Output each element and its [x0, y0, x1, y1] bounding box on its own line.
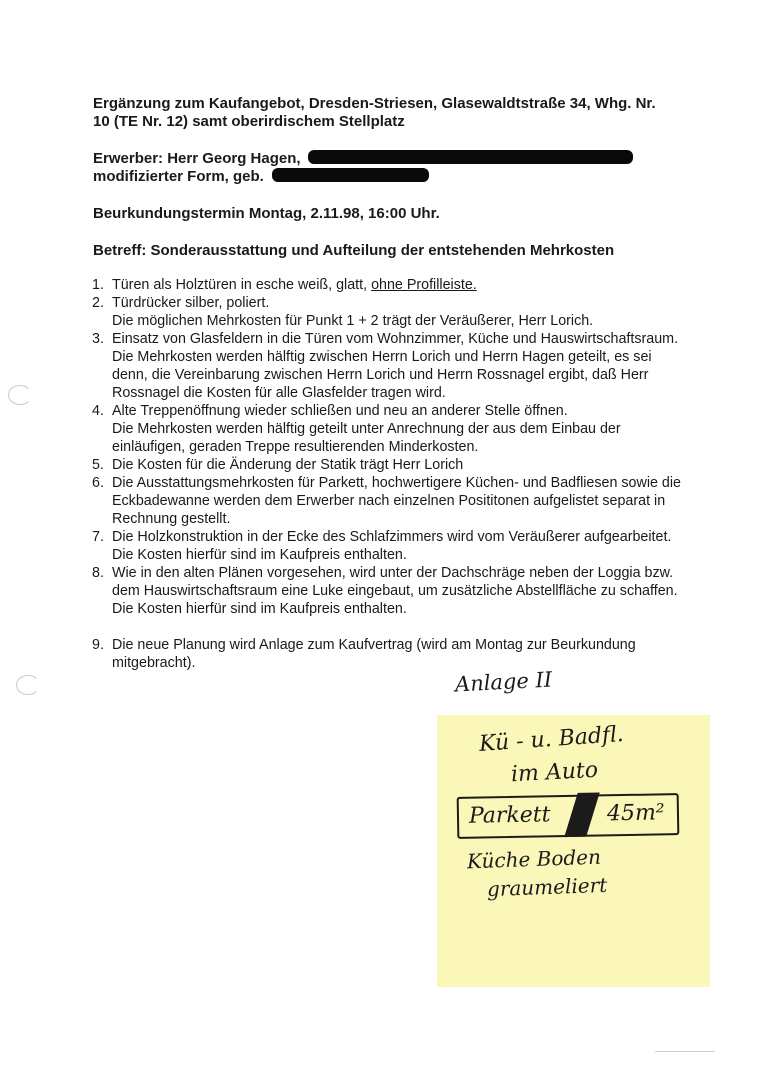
list-item [92, 402, 682, 456]
note-line-2: im Auto [510, 757, 599, 788]
list-item [92, 330, 682, 402]
item-number: 2. [92, 295, 104, 311]
note-line-4: graumeliert [486, 872, 608, 902]
list-item [92, 456, 682, 474]
item-number: 9. [92, 637, 104, 653]
title-line-2: 10 (TE Nr. 12) samt oberirdischem Stellplatz [93, 113, 405, 130]
punch-hole [8, 385, 32, 405]
item-text: Die Ausstattungsmehrkosten für Parkett, hochwertigere Küchen- und Badfliesen sowie die Eckbadewanne werden dem Erwerber nach einzelnen Posititonen aufgelistet separat in Rechnung gestellt. [112, 475, 682, 527]
list-item [92, 528, 682, 564]
redaction-bar [308, 150, 633, 164]
item-text: Die möglichen Mehrkosten für Punkt 1 + 2 trägt der Veräußerer, Herr Lorich. [112, 313, 594, 329]
item-number: 3. [92, 331, 104, 347]
scan-artifact [655, 1051, 715, 1052]
note-line-1: Kü - u. Badfl. [478, 721, 625, 758]
subject-line: Betreff: Sonderausstattung und Aufteilung der entstehenden Mehrkosten [93, 242, 615, 259]
item-number: 1. [92, 277, 104, 293]
note-box-divider [564, 792, 600, 837]
item-text: Die Mehrkosten werden hälftig zwischen Herrn Lorich und Herrn Hagen geteilt, es sei denn, die Vereinbarung zwischen Herrn Lorich und Herrn Rossnagel ergibt, daß Herr Rossnagel die Kosten für alle Glasfelder tragen wird. [112, 349, 652, 401]
item-text: Türen als Holztüren in esche weiß, glatt, [112, 277, 372, 293]
item-number: 4. [92, 403, 104, 419]
buyer-line-2: modifizierter Form, geb. [93, 168, 264, 185]
list-item [92, 294, 682, 330]
list-item [92, 276, 682, 294]
item-number: 8. [92, 565, 104, 581]
sticky-note [437, 715, 710, 987]
item-number: 5. [92, 457, 104, 473]
punch-hole [16, 675, 40, 695]
note-box [457, 793, 680, 839]
note-box-left: Parkett [468, 802, 551, 829]
document-title [93, 95, 693, 131]
item-text: Einsatz von Glasfeldern in die Türen vom Wohnzimmer, Küche und Hauswirtschaftsraum. [112, 331, 679, 347]
item-text: Alte Treppenöffnung wieder schließen und neu an anderer Stelle öffnen. [112, 403, 568, 419]
item-text: Türdrücker silber, poliert. [112, 295, 270, 311]
item-text: Die Mehrkosten werden hälftig geteilt unter Anrechnung der aus dem Einbau der einläufigen, geraden Treppe resultierenden Minderkosten. [112, 421, 621, 455]
handwritten-annex: Anlage II [454, 667, 553, 697]
buyer-line-1: Erwerber: Herr Georg Hagen, [93, 150, 301, 167]
note-box-right: 45m² [606, 800, 665, 827]
item-text: Die Holzkonstruktion in der Ecke des Schlafzimmers wird vom Veräußerer aufgearbeitet. Die Kosten hierfür sind im Kaufpreis enthalten. [112, 529, 672, 563]
items-list [92, 276, 682, 672]
item-number: 7. [92, 529, 104, 545]
item-text-underlined: ohne Profilleiste. [371, 277, 477, 293]
note-line-3: Küche Boden [466, 844, 602, 874]
title-line-1: Ergänzung zum Kaufangebot, Dresden-Striesen, Glasewaldtstraße 34, Whg. Nr. [93, 95, 656, 112]
item-text: Die neue Planung wird Anlage zum Kaufvertrag (wird am Montag zur Beurkundung mitgebracht). [112, 637, 636, 671]
list-item [92, 474, 682, 528]
item-text: Die Kosten für die Änderung der Statik trägt Herr Lorich [112, 457, 464, 473]
item-number: 6. [92, 475, 104, 491]
appointment-line: Beurkundungstermin Montag, 2.11.98, 16:00 Uhr. [93, 205, 440, 222]
item-text: Wie in den alten Plänen vorgesehen, wird unter der Dachschräge neben der Loggia bzw. dem Hauswirtschaftsraum eine Luke eingebaut, um zusätzliche Abstellfläche zu schaffen. Die Kosten hierfür sind im Kaufpreis enthalten. [112, 565, 678, 617]
redaction-bar [272, 168, 429, 182]
list-item [92, 636, 682, 672]
list-item [92, 564, 682, 618]
